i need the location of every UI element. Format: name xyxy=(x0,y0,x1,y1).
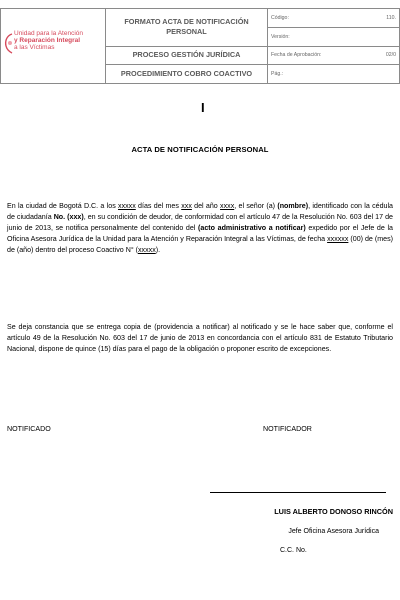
logo-line-3: a las Víctimas xyxy=(14,44,55,51)
fecha-label: Fecha de Aprobación: xyxy=(271,52,322,59)
document-title: ACTA DE NOTIFICACIÓN PERSONAL xyxy=(131,145,269,154)
text-cursor: I xyxy=(201,100,205,115)
p1-text-f: , en su condición de deudor, de conformidad con el artículo 47 de la Resolución No. 603 del 17 de junio de 2013, se notifica personalmente del contenido del xyxy=(7,213,393,232)
signer-role: Jefe Oficina Asesora Jurídica xyxy=(288,528,379,535)
procedure-title: PROCEDIMIENTO COBRO COACTIVO xyxy=(106,65,268,84)
notificado-label: NOTIFICADO xyxy=(7,425,51,433)
p1-text-e: , identificado con la cédula de ciudadanía xyxy=(7,202,393,221)
p1-text-b: días del mes xyxy=(135,202,182,210)
constancia-paragraph: Se deja constancia que se entrega copia de (providencia a notificar) al notificado y se le hace saber que, conforme el artículo 49 de la Resolución No. 603 del 17 de junio de 2013 en concordancia con el artículo 831 de Estatuto Tributario Nacional, dispone de quince (15) días para el pago de la obligación o proponer escrito de excepciones. xyxy=(7,323,393,353)
p1-placeholder-day: xxxxx xyxy=(118,202,136,210)
signer-name: LUIS ALBERTO DONOSO RINCÓN xyxy=(274,507,393,516)
p1-acto: (acto administrativo a notificar) xyxy=(198,224,306,232)
codigo-label: Código: xyxy=(271,14,289,21)
signature-line xyxy=(210,492,386,493)
process-title: PROCESO GESTIÓN JURÍDICA xyxy=(106,46,268,65)
p1-text-i: ). xyxy=(155,246,161,254)
logo-line-2: y Reparación Integral xyxy=(14,37,81,44)
unidad-victimas-logo xyxy=(4,26,102,66)
version-label: Versión: xyxy=(271,33,290,40)
logo-line-1: Unidad para la Atención xyxy=(14,30,84,37)
p1-cedula: No. (xxx) xyxy=(53,213,84,221)
p1-nombre: (nombre) xyxy=(277,202,309,210)
fecha-value: 02/0 xyxy=(385,52,396,59)
p1-text-d: , el señor (a) xyxy=(234,202,278,210)
notificador-label: NOTIFICADOR xyxy=(263,425,312,433)
p1-placeholder-date: xxxxxx xyxy=(327,235,349,243)
p1-text-h: (00) de (mes) de (año) dentro del proceso Coactivo N° ( xyxy=(7,235,393,254)
p1-placeholder-month: xxx xyxy=(181,202,192,210)
signer-cc: C.C. No. xyxy=(280,547,307,554)
codigo-cell xyxy=(268,9,400,28)
codigo-value: 110. xyxy=(386,14,396,21)
format-title: FORMATO ACTA DE NOTIFICACIÓN PERSONAL xyxy=(106,9,268,47)
p1-text-c: del año xyxy=(191,202,221,210)
version-cell xyxy=(268,27,400,46)
p1-placeholder-process: xxxxx xyxy=(138,246,156,254)
notification-paragraph xyxy=(7,201,393,256)
fecha-cell xyxy=(268,46,400,65)
p1-text-g: expedido por el Jefe de la Oficina Asesora Jurídica de la Unidad para la Atención y Reparación Integral a las Víctimas, de fecha xyxy=(7,224,393,243)
logo-mark-icon xyxy=(4,32,13,54)
p1-placeholder-year: xxxx xyxy=(220,202,235,210)
p1-text-a: En la ciudad de Bogotá D.C. a los xyxy=(7,202,119,210)
document-header xyxy=(0,8,400,84)
pag-cell xyxy=(268,65,400,84)
logo-cell xyxy=(1,9,106,84)
pag-label: Pág.: xyxy=(271,71,284,78)
